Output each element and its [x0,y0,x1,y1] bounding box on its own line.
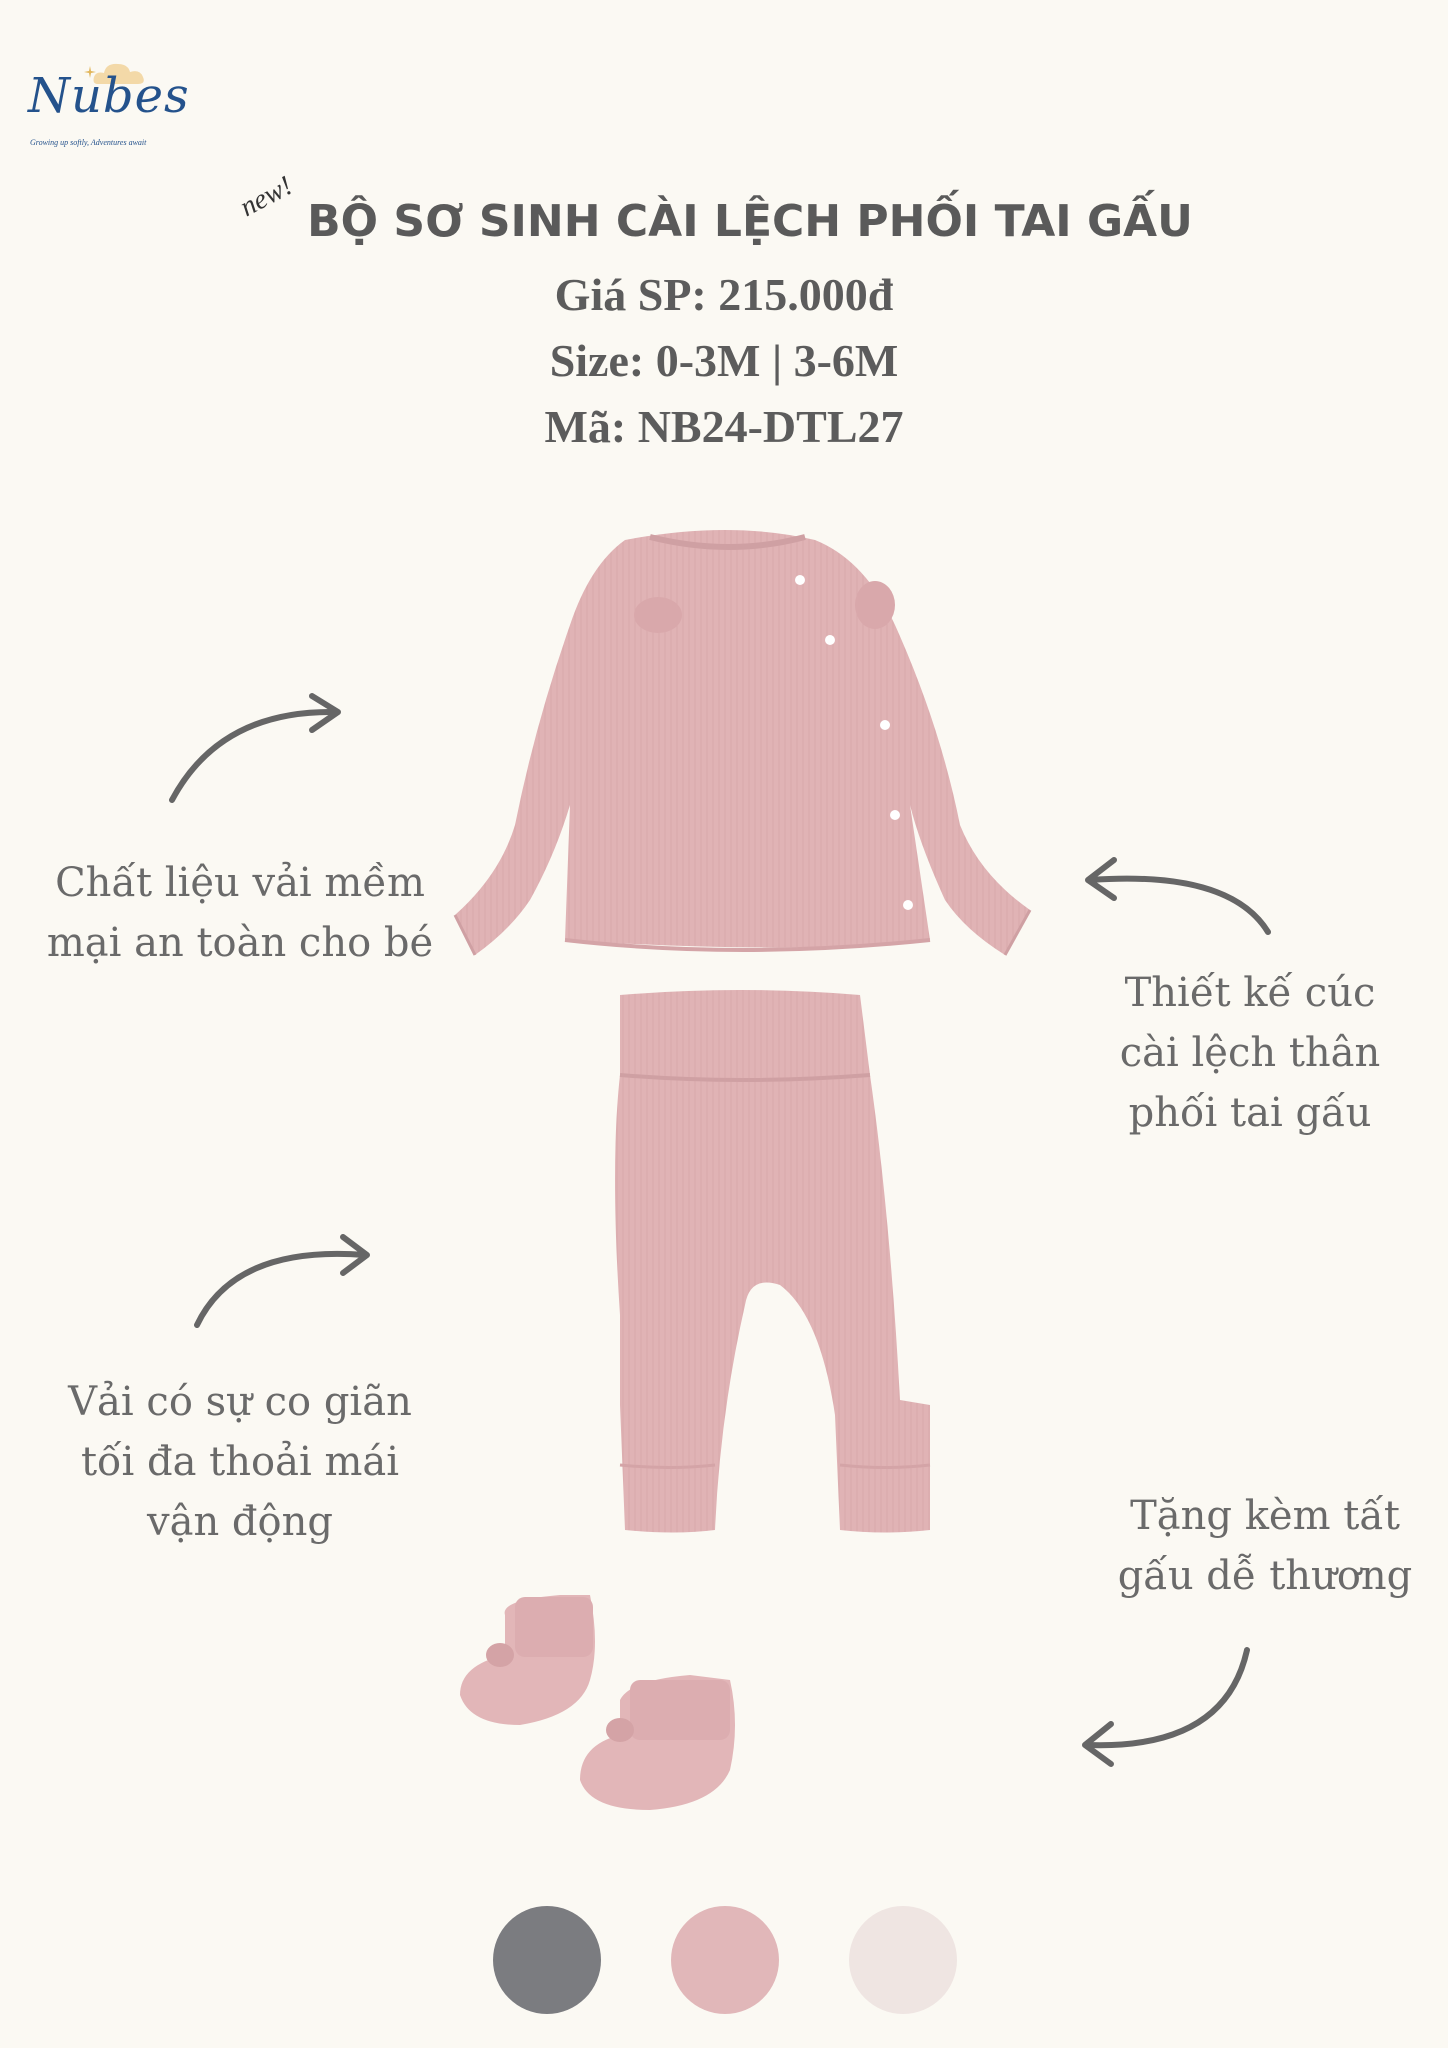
caption-line: Vải có sự co giãn [68,1379,412,1425]
caption-line: vận động [147,1499,333,1545]
brand-tagline: Growing up softly, Adventures await [30,138,147,147]
feature-caption-socks [1090,1486,1440,1606]
shirt-image [455,530,1030,955]
pants-image [615,990,930,1533]
brand-logo [28,52,188,152]
caption-line: gấu dễ thương [1117,1553,1413,1599]
color-swatch-cream[interactable] [849,1906,957,2014]
feature-caption-stretch [40,1372,440,1552]
product-size: Size: 0-3M | 3-6M [549,335,899,386]
arrow-icon [1080,850,1280,950]
socks-image [460,1595,735,1810]
feature-caption-design [1080,963,1420,1143]
caption-line: tối đa thoải mái [80,1439,400,1485]
caption-line: Thiết kế cúc [1124,970,1376,1016]
caption-line: mại an toàn cho bé [46,920,434,966]
arrow-icon [160,690,360,810]
feature-caption-fabric [20,853,460,973]
product-image [440,515,1040,1825]
caption-line: phối tai gấu [1128,1090,1372,1136]
brand-name: Nubes [28,68,190,124]
caption-line: cài lệch thân [1119,1030,1381,1076]
color-swatch-pink[interactable] [671,1906,779,2014]
new-label: new! [234,170,298,224]
arrow-icon [1075,1640,1255,1780]
color-swatch-grey[interactable] [493,1906,601,2014]
product-title: BỘ SƠ SINH CÀI LỆCH PHỐI TAI GẤU [307,196,1193,247]
arrow-icon [185,1225,385,1345]
product-price: Giá SP: 215.000đ [554,269,894,320]
caption-line: Chất liệu vải mềm [55,860,425,906]
product-code: Mã: NB24-DTL27 [544,401,904,452]
caption-line: Tặng kèm tất [1130,1493,1400,1539]
